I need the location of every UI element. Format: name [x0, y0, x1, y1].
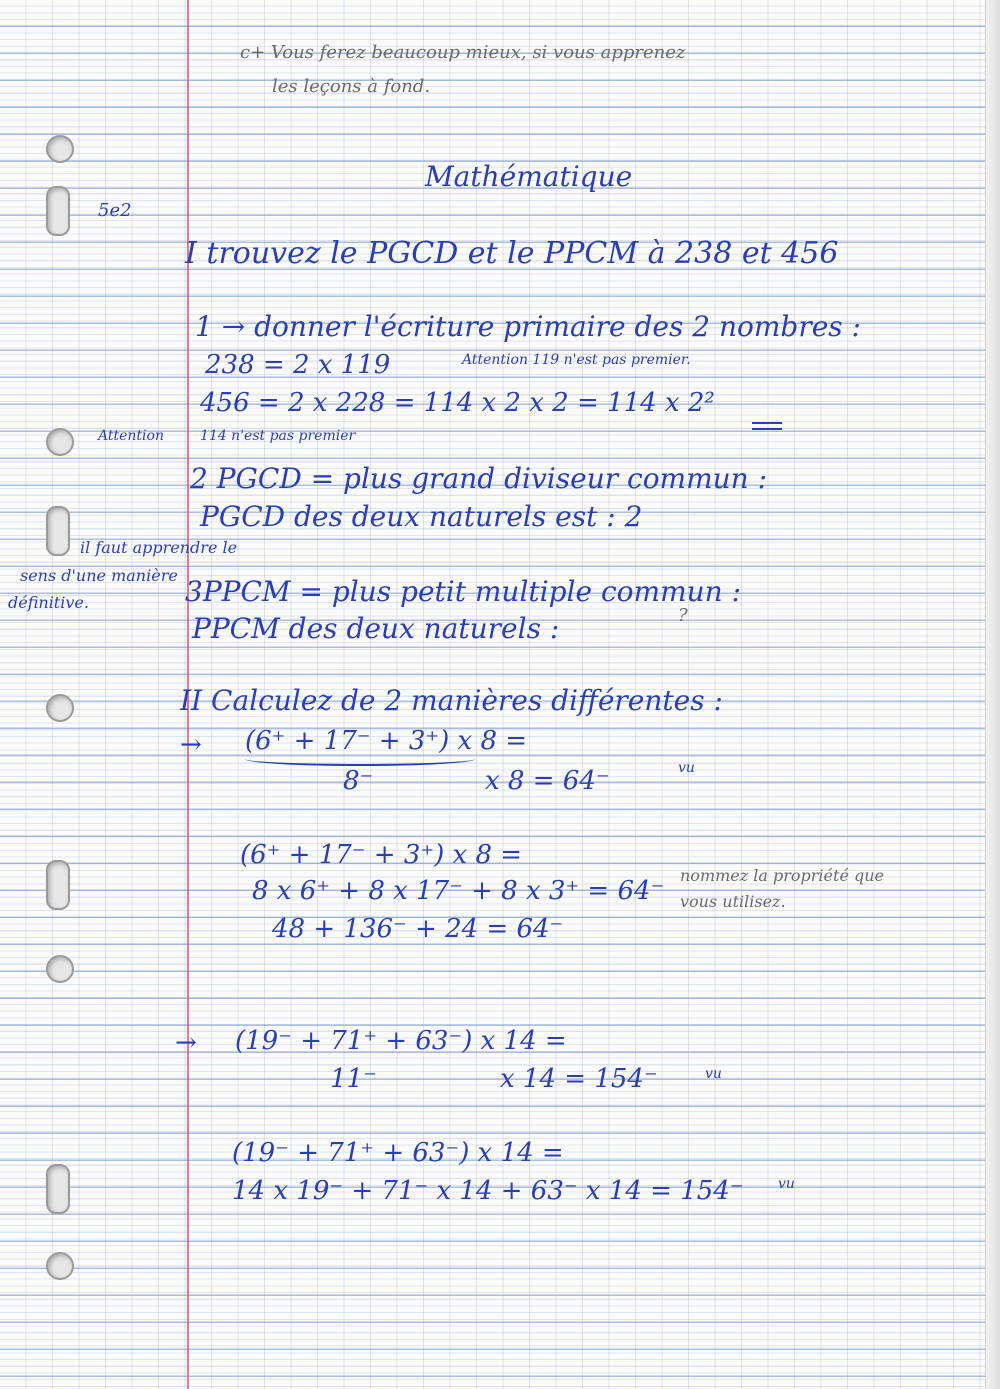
equation-238: 238 = 2 x 119 — [205, 350, 391, 380]
check-mark: vu — [705, 1066, 722, 1082]
class-label: 5e2 — [98, 200, 132, 221]
calc-b-line1: (6⁺ + 17⁻ + 3⁺) x 8 = — [240, 840, 523, 870]
calc-a-line1: (6⁺ + 17⁻ + 3⁺) x 8 = — [245, 726, 528, 756]
check-mark: vu — [778, 1176, 795, 1192]
calc-c-result: x 14 = 154⁻ — [500, 1064, 658, 1094]
arrow-icon: → — [180, 730, 202, 760]
calc-a-result: x 8 = 64⁻ — [485, 766, 610, 796]
page-edge — [985, 0, 1000, 1389]
margin-note: il faut apprendre le — [80, 538, 238, 557]
equation-456: 456 = 2 x 228 = 114 x 2 x 2 = 114 x 2² — [200, 388, 715, 418]
calc-c-partial: 11⁻ — [330, 1064, 377, 1094]
teacher-note-property: nommez la propriété que — [680, 866, 885, 885]
binder-hole — [46, 860, 70, 910]
binder-hole — [46, 955, 74, 983]
brace — [245, 752, 475, 766]
binder-hole — [46, 506, 70, 556]
binder-hole — [46, 1164, 70, 1214]
calc-a-partial: 8⁻ — [343, 766, 374, 796]
page-title: Mathématique — [425, 160, 633, 193]
calc-d-line1: (19⁻ + 71⁺ + 63⁻) x 14 = — [232, 1138, 564, 1168]
question-mark: ? — [678, 605, 688, 626]
binder-hole — [46, 694, 74, 722]
calc-c-line1: (19⁻ + 71⁺ + 63⁻) x 14 = — [235, 1026, 567, 1056]
arrow-icon: → — [175, 1028, 197, 1058]
margin-note: sens d'une manière — [20, 566, 178, 585]
step-1: 1 → donner l'écriture primaire des 2 nombres : — [195, 310, 861, 343]
pgcd-result: PGCD des deux naturels est : 2 — [200, 500, 643, 533]
calc-b-line2: 8 x 6⁺ + 8 x 17⁻ + 8 x 3⁺ = 64⁻ — [252, 876, 665, 906]
exercise-2-heading: II Calculez de 2 manières différentes : — [180, 684, 723, 717]
step-2: 2 PGCD = plus grand diviseur commun : — [190, 462, 768, 495]
binder-hole — [46, 428, 74, 456]
note-114: 114 n'est pas premier — [200, 428, 356, 444]
binder-hole — [46, 1252, 74, 1280]
double-underline — [752, 422, 782, 424]
binder-hole — [46, 186, 70, 236]
teacher-comment: les leçons à fond. — [272, 76, 431, 97]
step-3: 3PPCM = plus petit multiple commun : — [185, 575, 742, 608]
margin-note: définitive. — [8, 593, 89, 612]
exercise-1-heading: I trouvez le PGCD et le PPCM à 238 et 456 — [185, 236, 839, 271]
ppcm-result: PPCM des deux naturels : — [192, 612, 560, 645]
check-mark: vu — [678, 760, 695, 776]
teacher-comment: c+ Vous ferez beaucoup mieux, si vous apprenez — [240, 42, 686, 63]
binder-hole — [46, 135, 74, 163]
calc-d-line2: 14 x 19⁻ + 71⁻ x 14 + 63⁻ x 14 = 154⁻ — [232, 1176, 744, 1206]
double-underline — [752, 428, 782, 430]
teacher-note-property: vous utilisez. — [680, 892, 786, 911]
calc-b-line3: 48 + 136⁻ + 24 = 64⁻ — [272, 914, 564, 944]
margin-note-attention: Attention — [98, 428, 164, 444]
note-119: Attention 119 n'est pas premier. — [462, 352, 691, 368]
